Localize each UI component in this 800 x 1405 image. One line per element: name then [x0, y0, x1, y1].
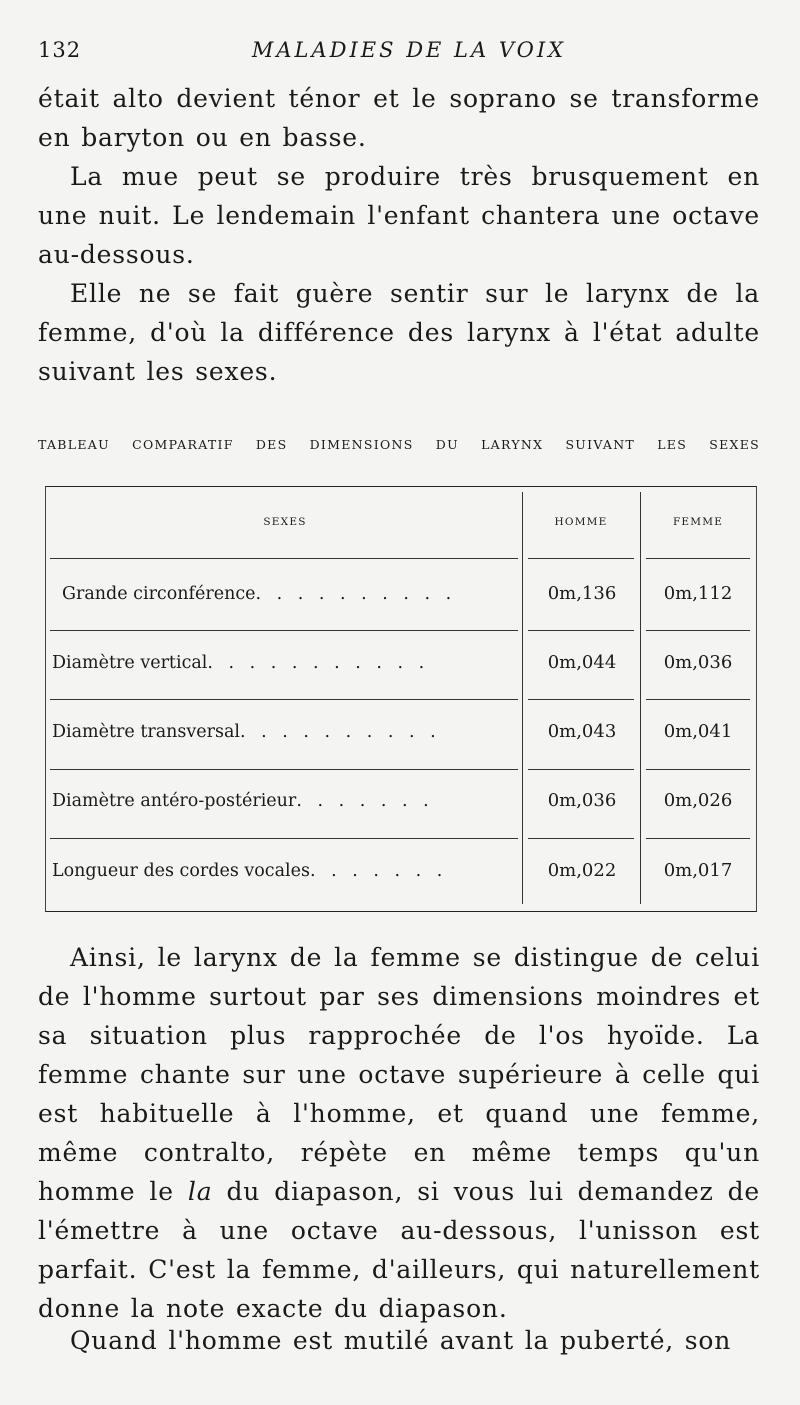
table-rule: [50, 630, 518, 631]
table-row-label: Diamètre antéro-postérieur. . . . . . .: [52, 791, 434, 811]
table-rule: [528, 838, 634, 839]
table-rule: [646, 769, 750, 770]
paragraph-2: La mue peut se produire très brusquement en une nuit. Le lendemain l'enfant chantera une octave au-dessous.: [38, 162, 760, 269]
table-rule: [50, 558, 518, 559]
table-caption: TABLEAU COMPARATIF DES DIMENSIONS DU LARYNX SUIVANT LES SEXES: [38, 437, 760, 452]
page-number: 132: [38, 38, 82, 62]
table-rule: [528, 699, 634, 700]
table-cell-femme: 0m,026: [663, 790, 733, 811]
table-row-label: Diamètre vertical. . . . . . . . . . .: [52, 653, 430, 673]
table-row-label: Diamètre transversal. . . . . . . . . .: [52, 722, 441, 742]
table-rule: [50, 769, 518, 770]
table-cell-femme: 0m,041: [663, 721, 733, 742]
table-rule: [50, 838, 518, 839]
table-column-divider: [522, 492, 523, 904]
paragraph-4: Ainsi, le larynx de la femme se distingue de celui de l'homme surtout par ses dimensions moindres et sa situation plus rapprochée de l'os hyoïde. La femme chante sur une octave supérieure à celle qui est habituelle à l'homme, et quand une femme, même contralto, répète en même temps qu'un homme le la du diapason, si vous lui demandez de l'émettre à une octave au-dessous, l'unisson est parfait. C'est la femme, d'ailleurs, qui naturellement donne la note exacte du diapason.: [38, 943, 761, 1323]
table-cell-homme: 0m,036: [547, 790, 617, 811]
table-cell-homme: 0m,022: [547, 860, 617, 881]
table-rule: [646, 558, 750, 559]
column-header-sexes: SEXES: [263, 516, 307, 528]
running-title: MALADIES DE LA VOIX: [251, 38, 567, 62]
table-rule: [50, 699, 518, 700]
paragraph-5: Quand l'homme est mutilé avant la puberté, son: [70, 1326, 732, 1355]
table-cell-femme: 0m,017: [663, 860, 733, 881]
italic-note-la: la: [187, 1177, 213, 1206]
table-rule: [528, 558, 634, 559]
table-cell-homme: 0m,136: [547, 583, 617, 604]
table-cell-femme: 0m,036: [663, 652, 733, 673]
table-row-label: Longueur des cordes vocales. . . . . . .: [52, 861, 448, 881]
page-header: [38, 38, 760, 68]
paragraph-1: était alto devient ténor et le soprano se transforme en baryton ou en basse.: [38, 84, 760, 152]
paragraph-3: Elle ne se fait guère sentir sur le larynx de la femme, d'où la différence des larynx à l'état adulte suivant les sexes.: [38, 279, 760, 386]
table-rule: [646, 630, 750, 631]
table-rule: [646, 699, 750, 700]
table-row-label: Grande circonférence. . . . . . . . . .: [62, 584, 457, 604]
table-rule: [646, 838, 750, 839]
table-cell-homme: 0m,043: [547, 721, 617, 742]
table-cell-homme: 0m,044: [547, 652, 617, 673]
table-column-divider: [640, 492, 641, 904]
table-rule: [528, 769, 634, 770]
table-rule: [528, 630, 634, 631]
table-cell-femme: 0m,112: [663, 583, 733, 604]
column-header-homme: HOMME: [554, 516, 608, 528]
column-header-femme: FEMME: [672, 516, 724, 528]
